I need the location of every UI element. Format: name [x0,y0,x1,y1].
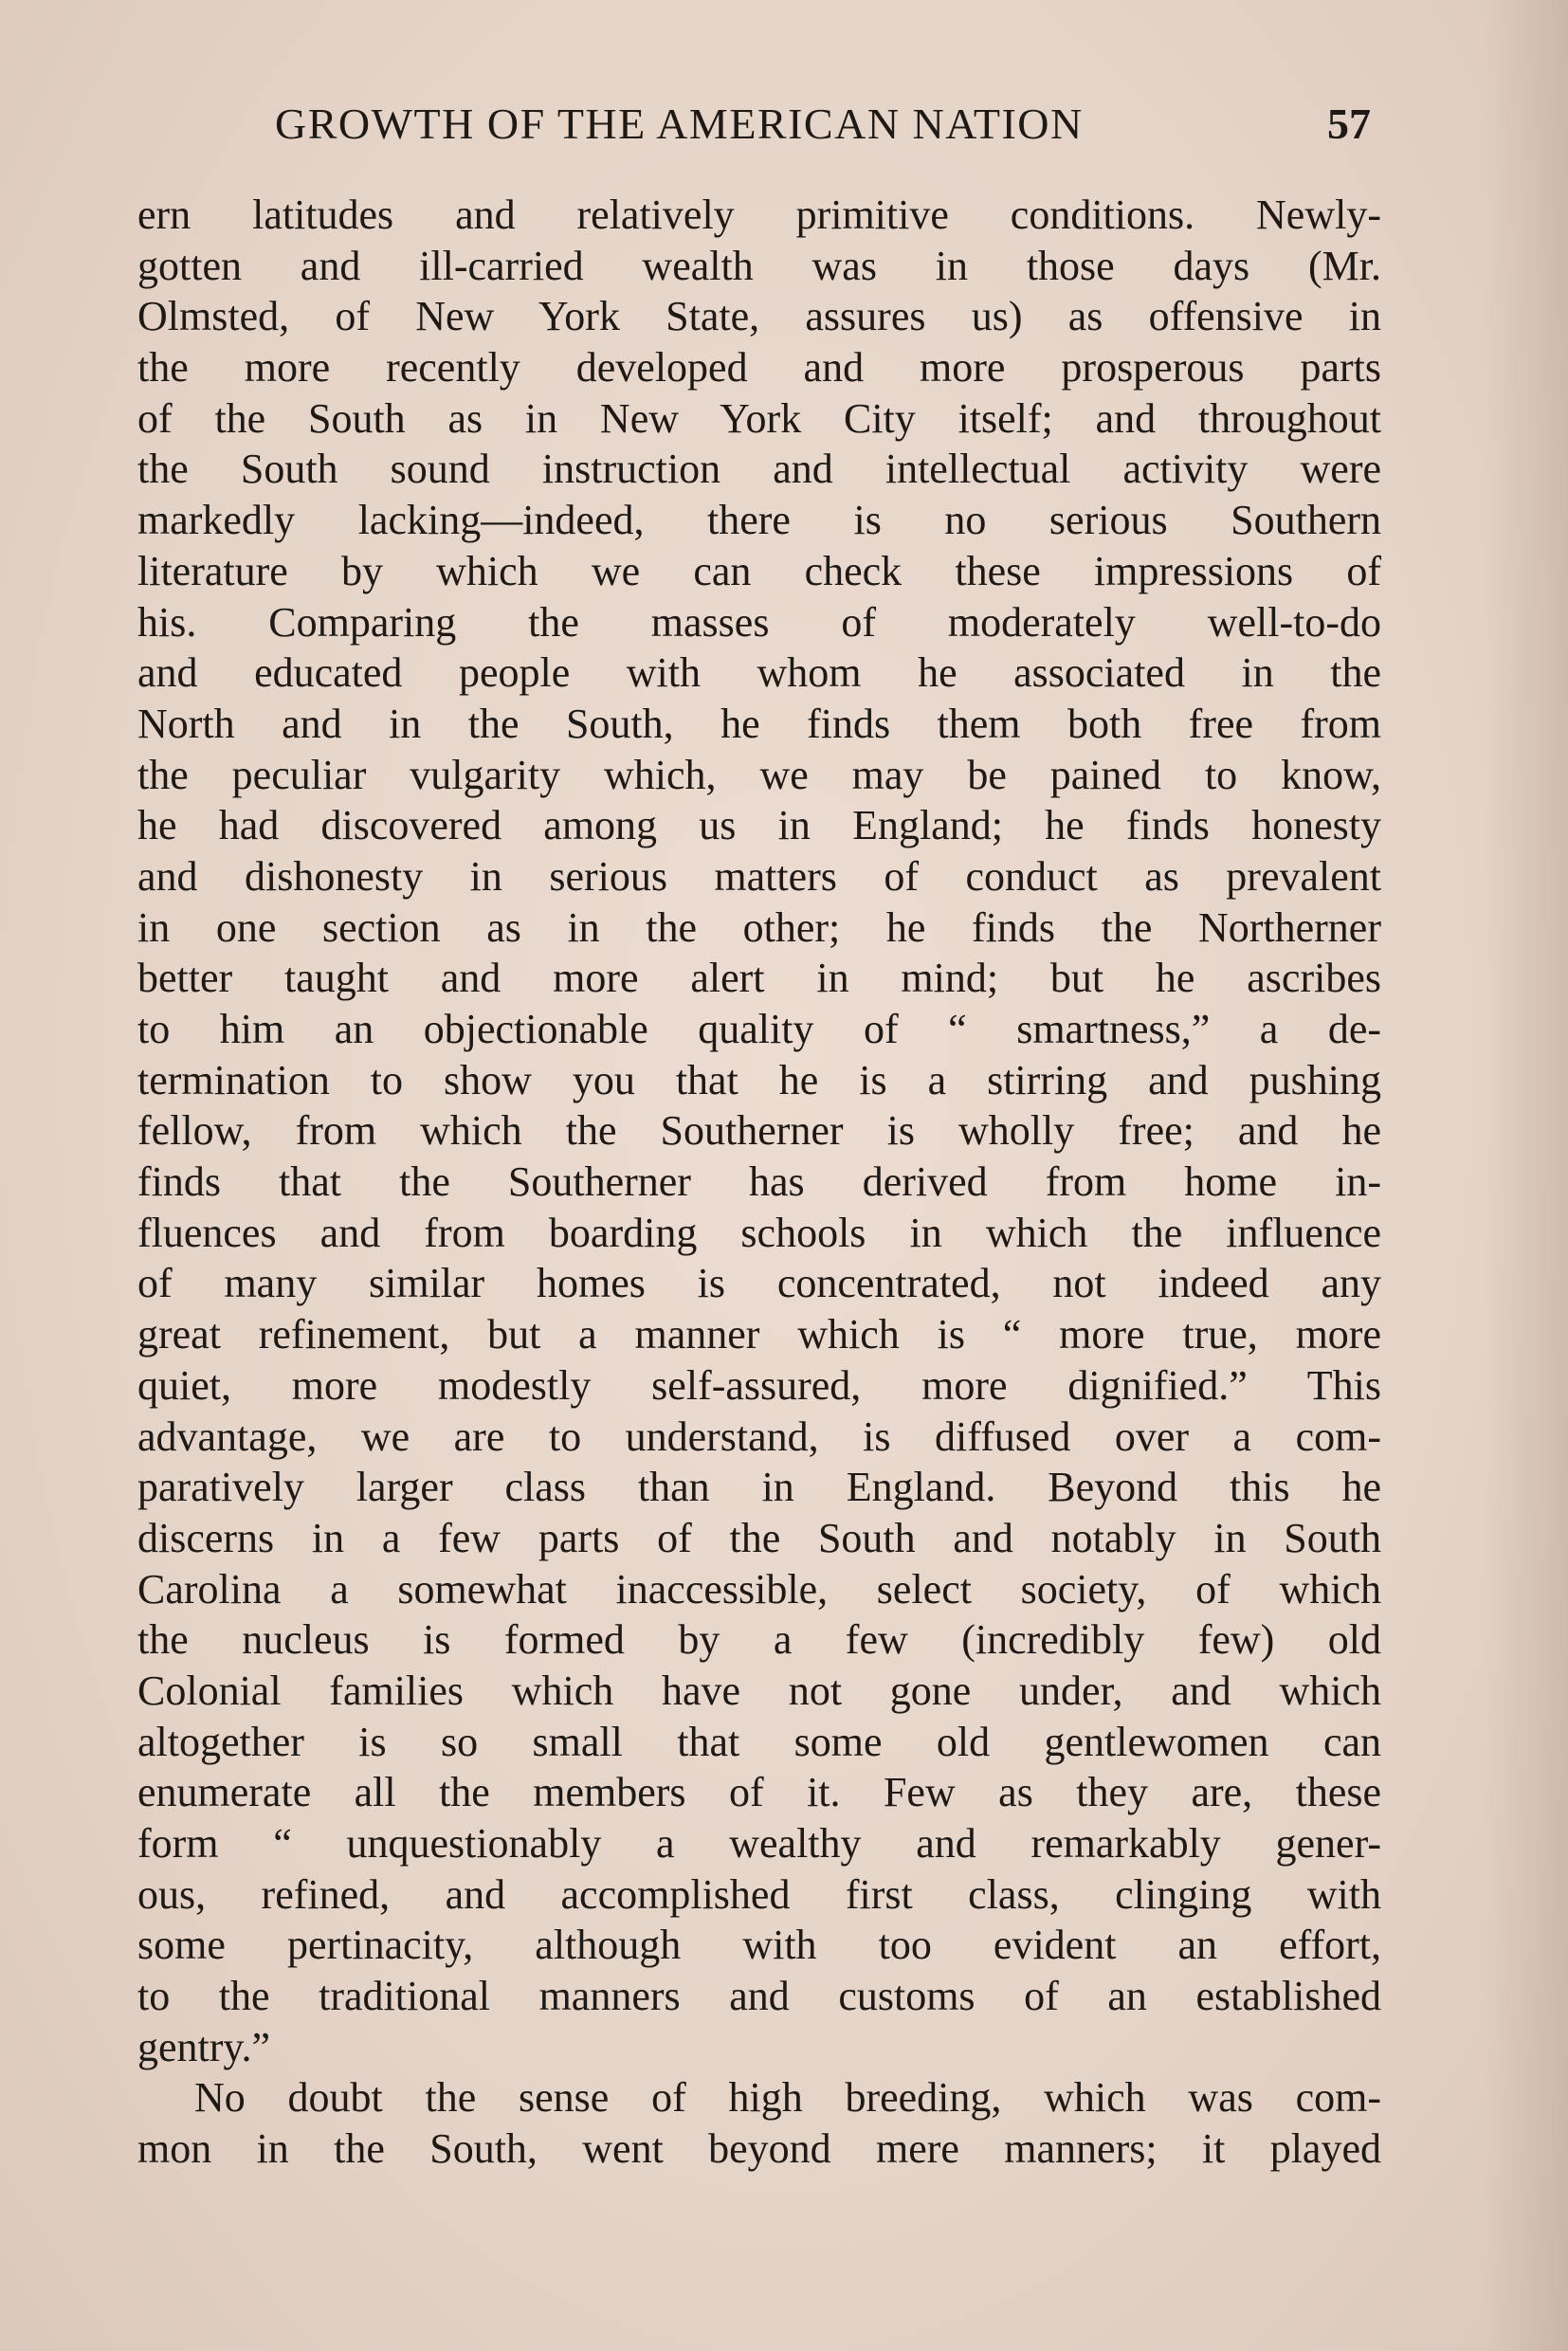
text-line: to the traditional manners and customs of an established [137,1973,1381,2020]
page-edge-shadow [1483,0,1568,2351]
running-title: GROWTH OF THE AMERICAN NATION [275,100,1084,148]
paragraph-end-line: gentry.” [137,2023,271,2070]
body-text [137,190,1381,2175]
text-line: in one section as in the other; he finds the Northerner [137,903,1381,951]
text-line: quiet, more modestly self-assured, more dignified.” This [137,1361,1381,1409]
text-line: he had discovered among us in England; he finds honesty [137,802,1381,849]
text-line: to him an objectionable quality of “ smartness,” a de- [137,1006,1381,1052]
text-line: of many similar homes is concentrated, not indeed any [137,1260,1381,1307]
text-line: paratively larger class than in England. Beyond this he [137,1464,1381,1511]
text-line: and educated people with whom he associated in the [137,649,1381,697]
text-line: fellow, from which the Southerner is wholly free; and he [137,1107,1381,1155]
text-line: enumerate all the members of it. Few as they are, these [137,1769,1381,1816]
page-number: 57 [1327,100,1371,148]
text-line: his. Comparing the masses of moderately well-to-do [137,598,1381,646]
text-line: the more recently developed and more prosperous parts [137,344,1381,392]
text-line: better taught and more alert in mind; but he ascribes [137,955,1381,1002]
text-line: Olmsted, of New York State, assures us) as offensive in [137,293,1381,340]
text-line: Carolina a somewhat inaccessible, select society, of which [137,1565,1381,1613]
text-line: termination to show you that he is a stirring and pushing [137,1056,1381,1103]
text-line: ous, refined, and accomplished first class, clinging with [137,1870,1381,1918]
text-line: great refinement, but a manner which is “ more true, more [137,1311,1381,1358]
text-line: altogether is so small that some old gentlewomen can [137,1718,1381,1765]
paragraph-first-line: No doubt the sense of high breeding, which was com- [194,2074,1381,2122]
text-line: markedly lacking—indeed, there is no serious Southern [137,497,1381,544]
text-line: of the South as in New York City itself; and throughout [137,394,1381,442]
text-line: the peculiar vulgarity which, we may be pained to know, [137,751,1381,798]
text-line: and dishonesty in serious matters of conduct as prevalent [137,852,1381,900]
text-line: literature by which we can check these impressions of [137,547,1381,594]
text-line: mon in the South, went beyond mere manners; it played [137,2125,1381,2173]
text-line: the nucleus is formed by a few (incredibly few) old [137,1616,1381,1664]
text-line: North and in the South, he finds them both free from [137,700,1381,747]
text-line: ern latitudes and relatively primitive conditions. Newly- [137,191,1381,238]
text-line: Colonial families which have not gone under, and which [137,1667,1381,1714]
text-line: some pertinacity, although with too evident an effort, [137,1922,1381,1969]
text-line: gotten and ill-carried wealth was in those days (Mr. [137,242,1381,289]
text-line: discerns in a few parts of the South and notably in South [137,1514,1381,1561]
running-head [137,99,1370,165]
text-line: finds that the Southerner has derived from home in- [137,1158,1381,1206]
text-line: advantage, we are to understand, is diffused over a com- [137,1412,1381,1460]
text-line: form “ unquestionably a wealthy and remarkably gener- [137,1820,1381,1867]
text-line: the South sound instruction and intellectual activity were [137,446,1381,493]
text-line: fluences and from boarding schools in which the influence [137,1209,1381,1256]
